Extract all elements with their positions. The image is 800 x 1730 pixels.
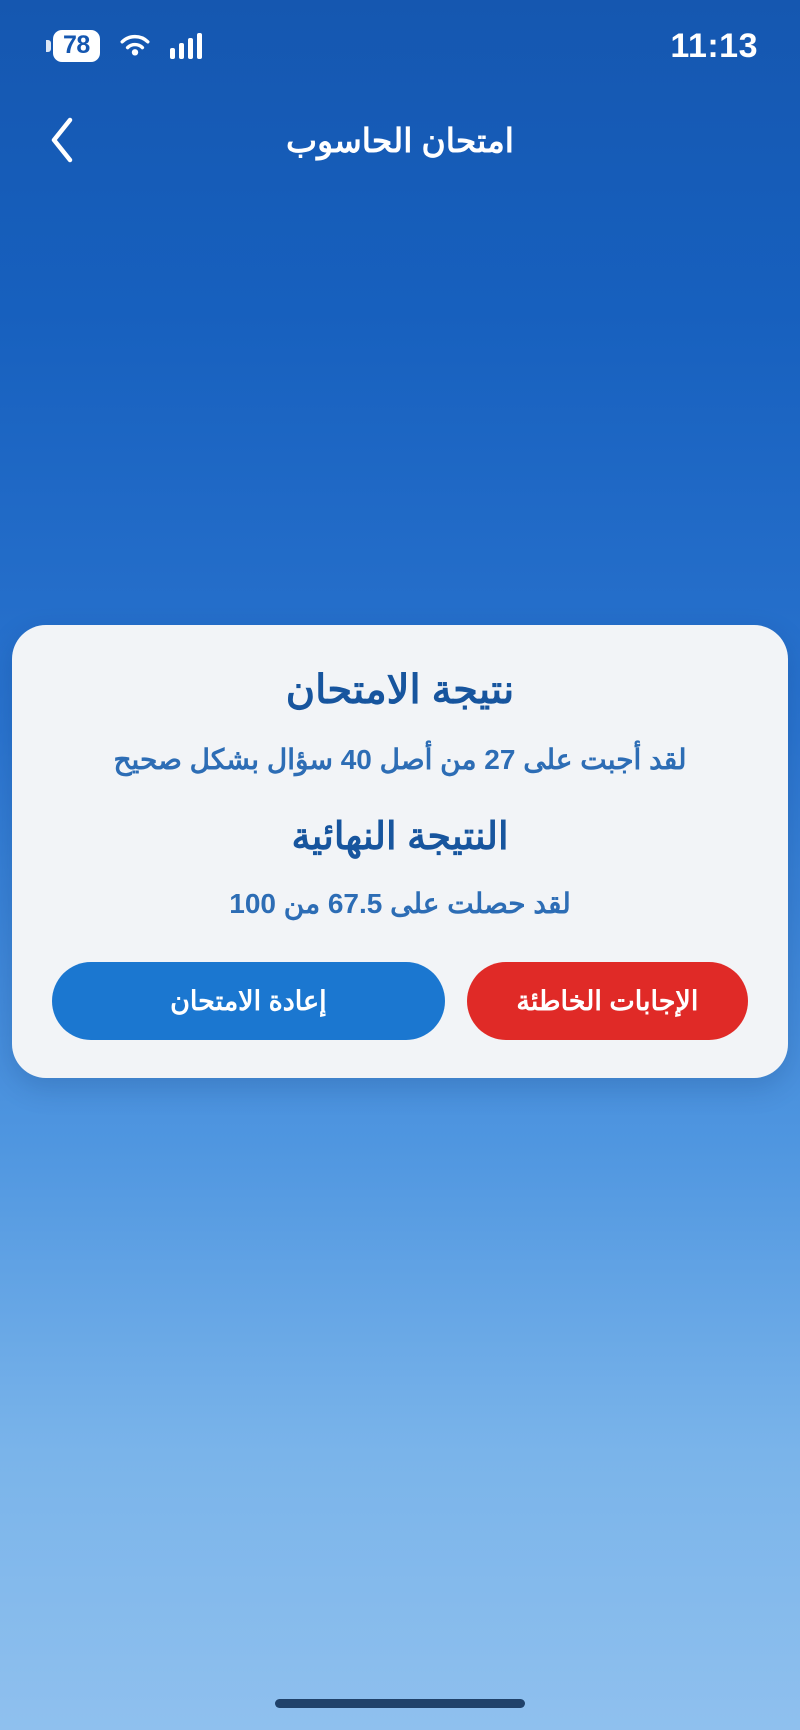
nav-bar bbox=[0, 92, 800, 188]
battery-indicator bbox=[46, 30, 100, 61]
signal-bars-icon bbox=[170, 33, 202, 59]
back-button[interactable] bbox=[34, 112, 90, 168]
final-score-title: النتيجة النهائية bbox=[291, 816, 509, 858]
exam-result-card bbox=[12, 625, 788, 1078]
status-bar-clock: 11:13 bbox=[670, 26, 758, 65]
wrong-answers-button[interactable]: الإجابات الخاطئة bbox=[467, 962, 748, 1040]
status-bar-left bbox=[46, 30, 202, 61]
card-actions bbox=[52, 962, 748, 1040]
final-score-value: لقد حصلت على 67.5 من 100 bbox=[229, 888, 571, 919]
battery-level-label: 78 bbox=[53, 30, 100, 61]
status-bar bbox=[0, 0, 800, 92]
home-indicator[interactable] bbox=[275, 1699, 525, 1708]
page-title: امتحان الحاسوب bbox=[286, 121, 514, 159]
result-title: نتيجة الامتحان bbox=[285, 668, 515, 712]
battery-nub-icon bbox=[46, 40, 51, 52]
correct-answers-summary: لقد أجبت على 27 من أصل 40 سؤال بشكل صحيح bbox=[113, 744, 687, 775]
chevron-left-icon bbox=[48, 116, 76, 164]
wifi-icon bbox=[118, 33, 152, 59]
retry-exam-button[interactable]: إعادة الامتحان bbox=[52, 962, 445, 1040]
